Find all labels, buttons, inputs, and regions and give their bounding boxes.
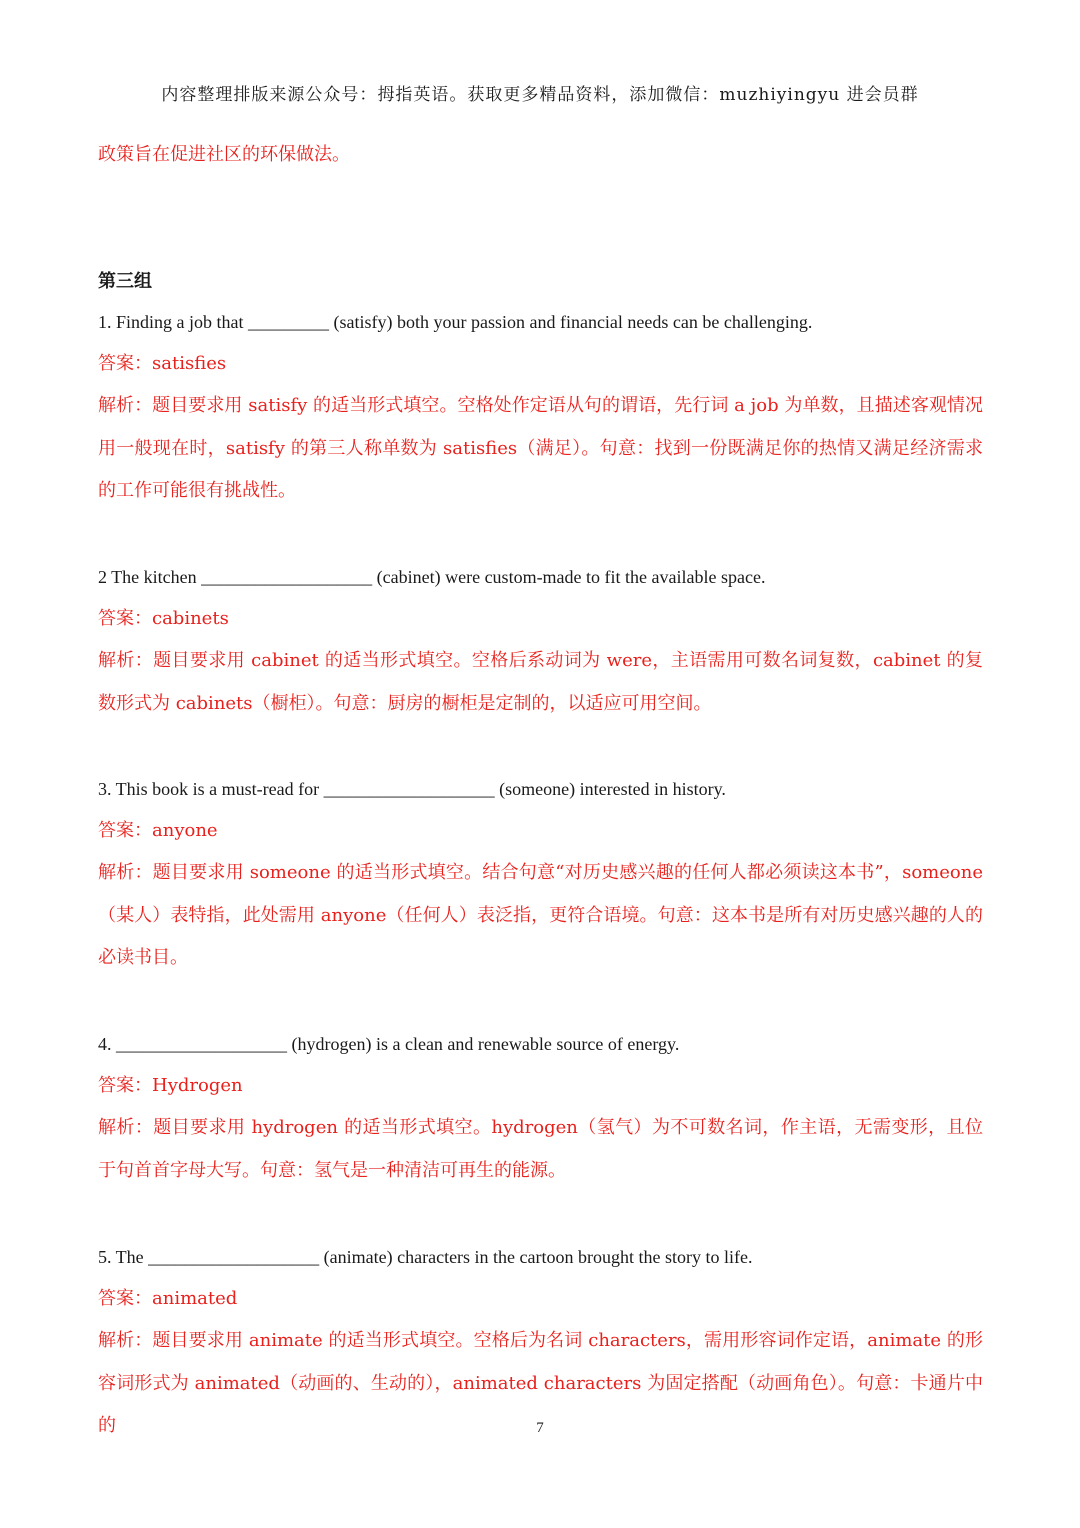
answer-text: 答案：cabinets (98, 608, 229, 629)
explanation-text: 解析：题目要求用 satisfy 的适当形式填空。空格处作定语从句的谓语，先行词 a job 为单数，且描述客观情况用一般现在时，satisfy 的第三人称单数为 satisfies（满足）。句意：找到一份既满足你的热情又满足经济需求的工作可能很有挑战性。 (98, 395, 983, 501)
page-number: 7 (536, 1420, 544, 1436)
question-block-4 (98, 1023, 983, 1192)
explanation-text: 解析：题目要求用 someone 的适当形式填空。结合句意“对历史感兴趣的任何人都必须读这本书”，someone（某人）表特指，此处需用 anyone（任何人）表泛指，更符合语境。句意：这本书是所有对历史感兴趣的人的必读书目。 (98, 862, 983, 968)
answer-text: 答案：satisfies (98, 353, 227, 374)
explanation-text: 解析：题目要求用 hydrogen 的适当形式填空。hydrogen（氢气）为不可数名词，作主语，无需变形，且位于句首首字母大写。句意：氢气是一种清洁可再生的能源。 (98, 1117, 983, 1181)
answer-text: 答案：Hydrogen (98, 1075, 243, 1096)
explanation-text: 解析：题目要求用 animate 的适当形式填空。空格后为名词 characters，需用形容词作定语，animate 的形容词形式为 animated（动画的、生动的），animated characters 为固定搭配（动画角色）。句意：卡通片中的 (98, 1330, 983, 1436)
question-text: 2 The kitchen ___________________ (cabinet) were custom-made to fit the available space. (98, 567, 766, 587)
question-text: 5. The ___________________ (animate) characters in the cartoon brought the story to life. (98, 1247, 753, 1267)
page-header: 内容整理排版来源公众号：拇指英语。获取更多精品资料，添加微信：muzhiyingyu 进会员群 (161, 85, 919, 105)
previous-explanation-continuation: 政策旨在促进社区的环保做法。 (98, 144, 350, 165)
question-text: 4. ___________________ (hydrogen) is a clean and renewable source of energy. (98, 1034, 680, 1054)
answer-text: 答案：animated (98, 1288, 238, 1309)
question-text: 1. Finding a job that _________ (satisfy) both your passion and financial needs can be challenging. (98, 312, 813, 332)
question-block-2 (98, 556, 983, 725)
question-block-1 (98, 301, 983, 513)
group-title: 第三组 (98, 271, 152, 292)
question-text: 3. This book is a must-read for ___________________ (someone) interested in history. (98, 779, 726, 799)
answer-text: 答案：anyone (98, 820, 218, 841)
question-block-5 (98, 1236, 983, 1448)
question-block-3 (98, 768, 983, 980)
explanation-text: 解析：题目要求用 cabinet 的适当形式填空。空格后系动词为 were，主语需用可数名词复数，cabinet 的复数形式为 cabinets（橱柜）。句意：厨房的橱柜是定制的，以适应可用空间。 (98, 650, 983, 714)
